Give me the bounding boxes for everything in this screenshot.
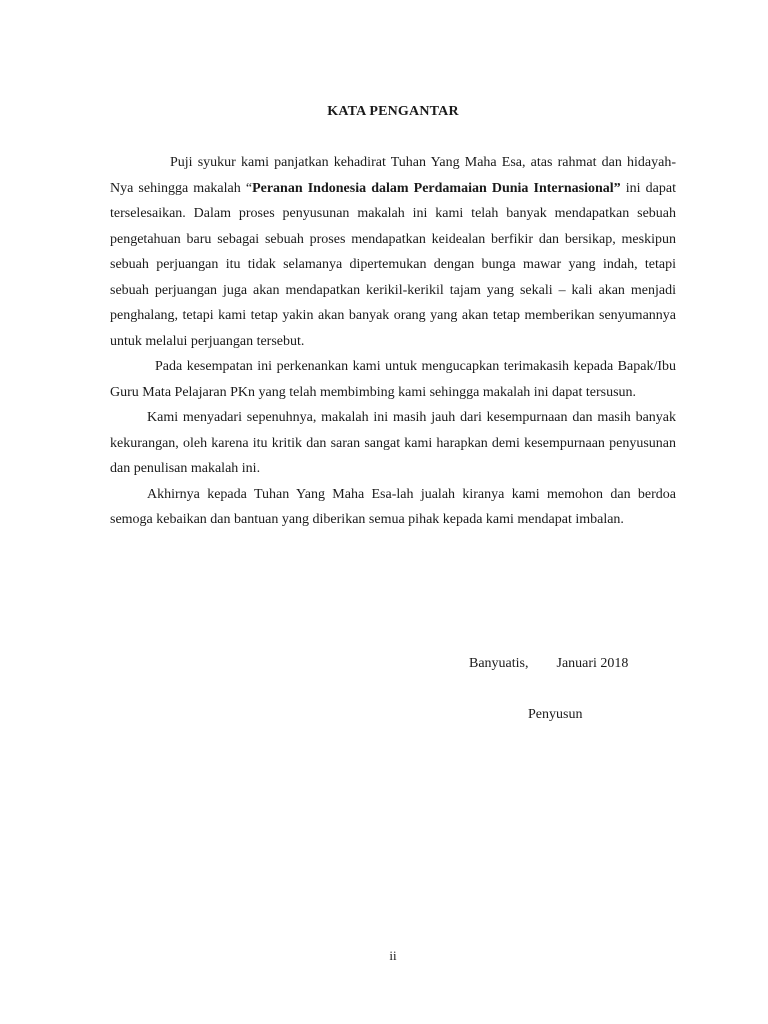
- page-title: KATA PENGANTAR: [327, 104, 459, 119]
- signature-date: Januari 2018: [556, 656, 629, 671]
- paragraph-3: Kami menyadari sepenuhnya, makalah ini masih jauh dari kesempurnaan dan masih banyak kekurangan, oleh karena itu kritik dan saran sangat kami harapkan demi kesempurnaan penyusunan dan penulisan makalah ini.: [110, 410, 676, 476]
- signature-place-date: [469, 656, 628, 672]
- page-number: ii: [389, 948, 397, 963]
- paragraph-1-rest: ini dapat terselesaikan. Dalam proses penyusunan makalah ini kami telah banyak mendapatkan sebuah pengetahuan baru sebagai sebuah proses mendapatkan keidealan berfikir dan bersikap, meskipun sebuah perjuangan itu tidak selamanya dipertemukan dengan bunga mawar yang indah, tetapi sebuah perjuangan juga akan mendapatkan kerikil-kerikil tajam yang sekali – kali akan menjadi penghalang, tetapi kami tetap yakin akan banyak orang yang akan tetap memberikan senyumannya untuk melalui perjuangan tersebut.: [110, 180, 676, 349]
- signature-place: Banyuatis,: [469, 656, 529, 671]
- body-text: [110, 150, 676, 533]
- paragraph-2: Pada kesempatan ini perkenankan kami untuk mengucapkan terimakasih kepada Bapak/Ibu Guru Mata Pelajaran PKn yang telah membimbing kami sehingga makalah ini dapat tersusun.: [110, 359, 676, 400]
- paragraph-1-intro: Puji syukur kami panjatkan kehadirat Tuhan Yang Maha Esa, atas rahmat dan hidayah-Nya sehingga makalah “: [110, 155, 676, 196]
- paper-title-bold: Peranan Indonesia dalam Perdamaian Dunia Internasional”: [252, 180, 621, 196]
- paragraph-4: Akhirnya kepada Tuhan Yang Maha Esa-lah jualah kiranya kami memohon dan berdoa semoga kebaikan dan bantuan yang diberikan semua pihak kepada kami mendapat imbalan.: [110, 486, 676, 527]
- paragraph-1: [110, 150, 676, 354]
- signature-role: Penyusun: [528, 707, 583, 722]
